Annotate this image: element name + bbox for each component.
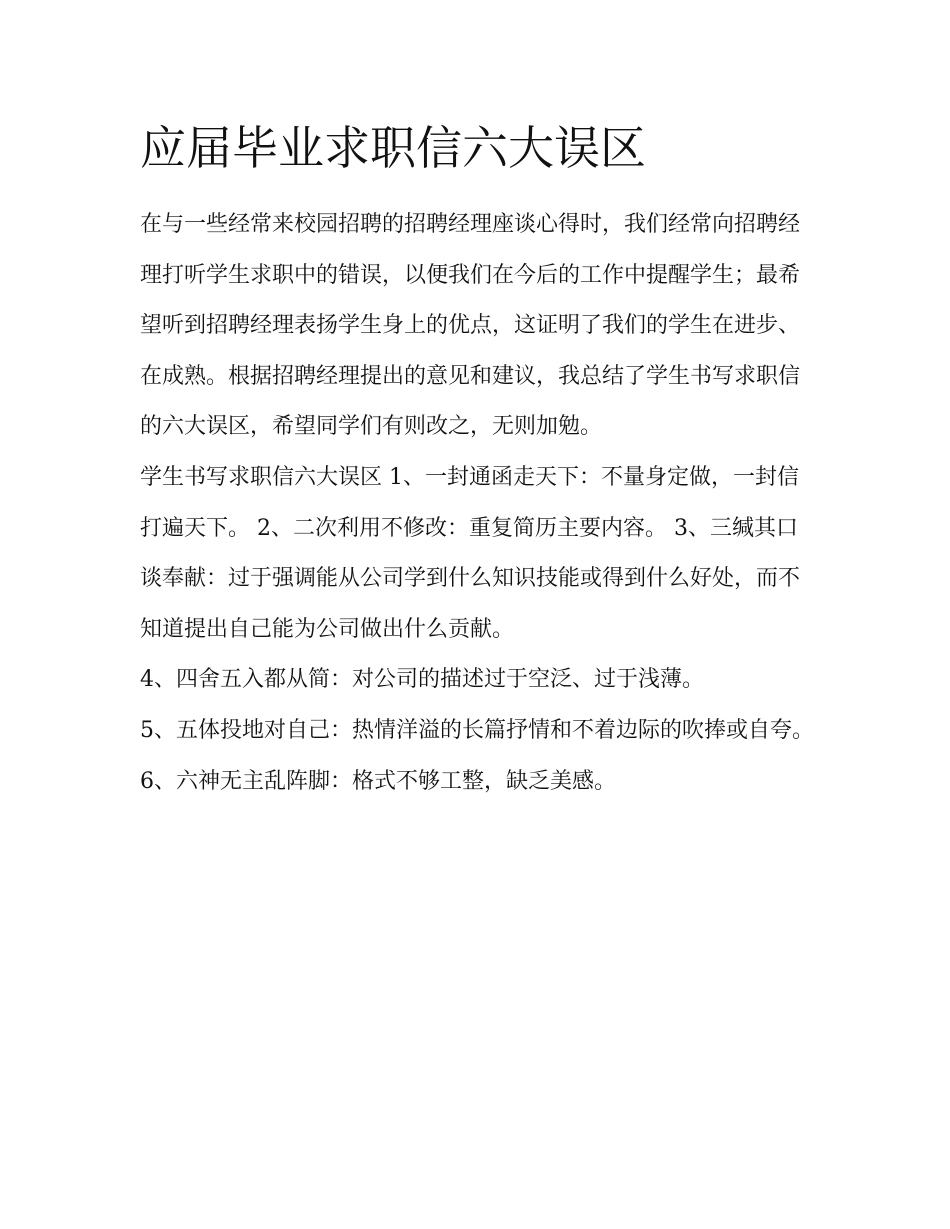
paragraph-mistakes-1-3: 学生书写求职信六大误区 1、一封通函走天下：不量身定做，一封信打遍天下。 2、二次利用不修改：重复简历主要内容。 3、三缄其口谈奉献：过于强调能从公司学到什么知识技能或得到什么好处，而不知道提出自己能为公司做出什么贡献。 bbox=[140, 464, 801, 642]
paragraph-intro: 在与一些经常来校园招聘的招聘经理座谈心得时，我们经常向招聘经理打听学生求职中的错误，以便我们在今后的工作中提醒学生；最希望听到招聘经理表扬学生身上的优点，这证明了我们的学生在进步、在成熟。根据招聘经理提出的意见和建议，我总结了学生书写求职信的六大误区，希望同学们有则改之，无则加勉。 bbox=[140, 212, 801, 440]
paragraph-mistake-4: 4、四舍五入都从简：对公司的描述过于空泛、过于浅薄。 bbox=[140, 667, 704, 693]
document-body bbox=[140, 200, 816, 807]
document-title: 应届毕业求职信六大误区 bbox=[140, 121, 646, 175]
paragraph-mistake-5: 5、五体投地对自己：热情洋溢的长篇抒情和不着边际的吹捧或自夸。 bbox=[140, 717, 814, 743]
paragraph-mistake-6: 6、六神无主乱阵脚：格式不够工整，缺乏美感。 bbox=[140, 768, 616, 794]
